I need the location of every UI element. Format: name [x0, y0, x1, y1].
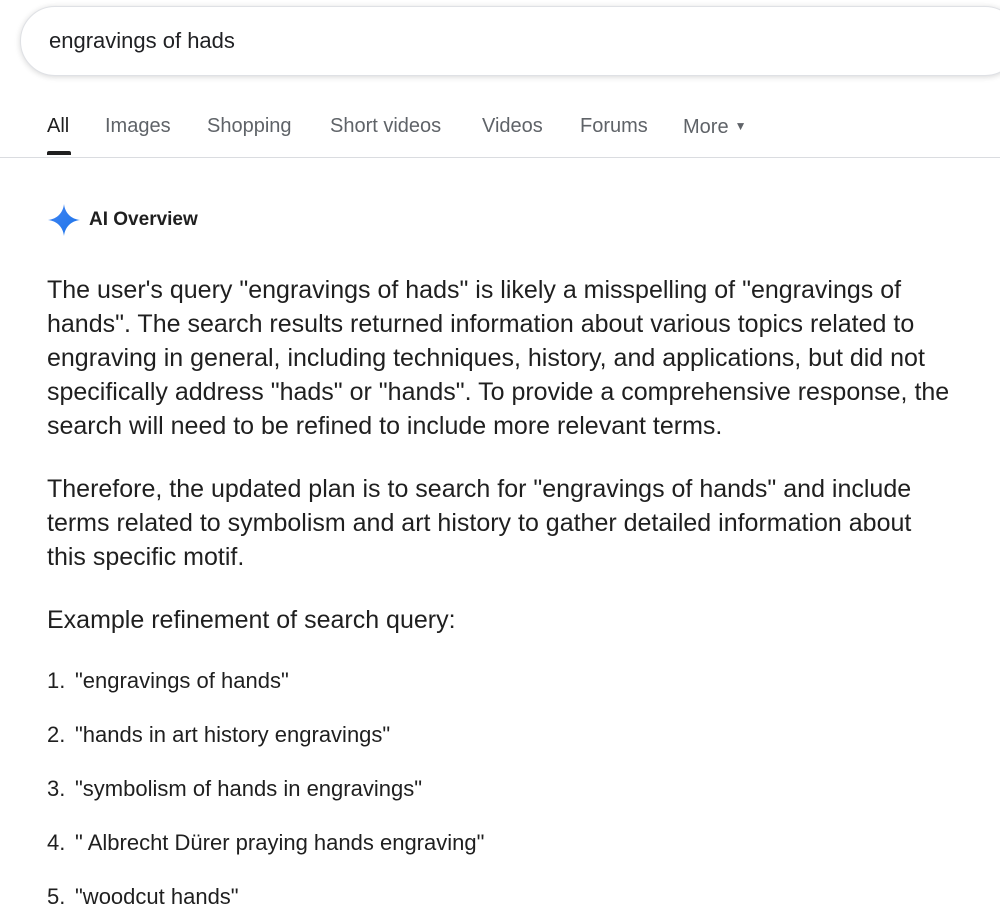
tab-images[interactable]: Images [105, 115, 171, 137]
caret-down-icon: ▼ [734, 119, 747, 133]
sparkle-icon [47, 203, 81, 237]
ai-overview-title: AI Overview [89, 209, 198, 230]
tab-videos[interactable]: Videos [482, 115, 543, 137]
list-item: 3. "symbolism of hands in engravings" [47, 776, 423, 801]
list-item: 5. "woodcut hands" [47, 884, 239, 909]
active-tab-indicator [47, 151, 71, 155]
search-box[interactable] [20, 6, 1000, 76]
ai-overview-header [47, 202, 198, 238]
list-item: 2. "hands in art history engravings" [47, 722, 391, 747]
search-input[interactable]: engravings of hads [49, 28, 235, 53]
tab-more-label: More [683, 116, 729, 138]
ai-overview-paragraph-1: The user's query "engravings of hads" is likely a misspelling of "engravings of hands". The search results returned information about various topics related to engraving in general, including techniques, history, and applications, but did not specifically address "hads" or "hands". To provide a comprehensive response, the search will need to be refined to include more relevant terms. [47, 276, 950, 440]
list-item: 1. "engravings of hands" [47, 668, 289, 693]
tab-all[interactable]: All [47, 115, 70, 137]
list-item: 4. " Albrecht Dürer praying hands engraving" [47, 830, 485, 855]
tab-shopping[interactable]: Shopping [207, 115, 292, 137]
tab-forums[interactable]: Forums [580, 115, 648, 137]
tab-short-videos[interactable]: Short videos [330, 115, 442, 137]
ai-overview-paragraph-2: Therefore, the updated plan is to search for "engravings of hands" and include terms related to symbolism and art history to gather detailed information about this specific motif. [47, 475, 912, 571]
ai-overview-paragraph-3: Example refinement of search query: [47, 606, 456, 634]
search-tabs [0, 98, 1000, 158]
tab-more[interactable] [683, 114, 746, 139]
